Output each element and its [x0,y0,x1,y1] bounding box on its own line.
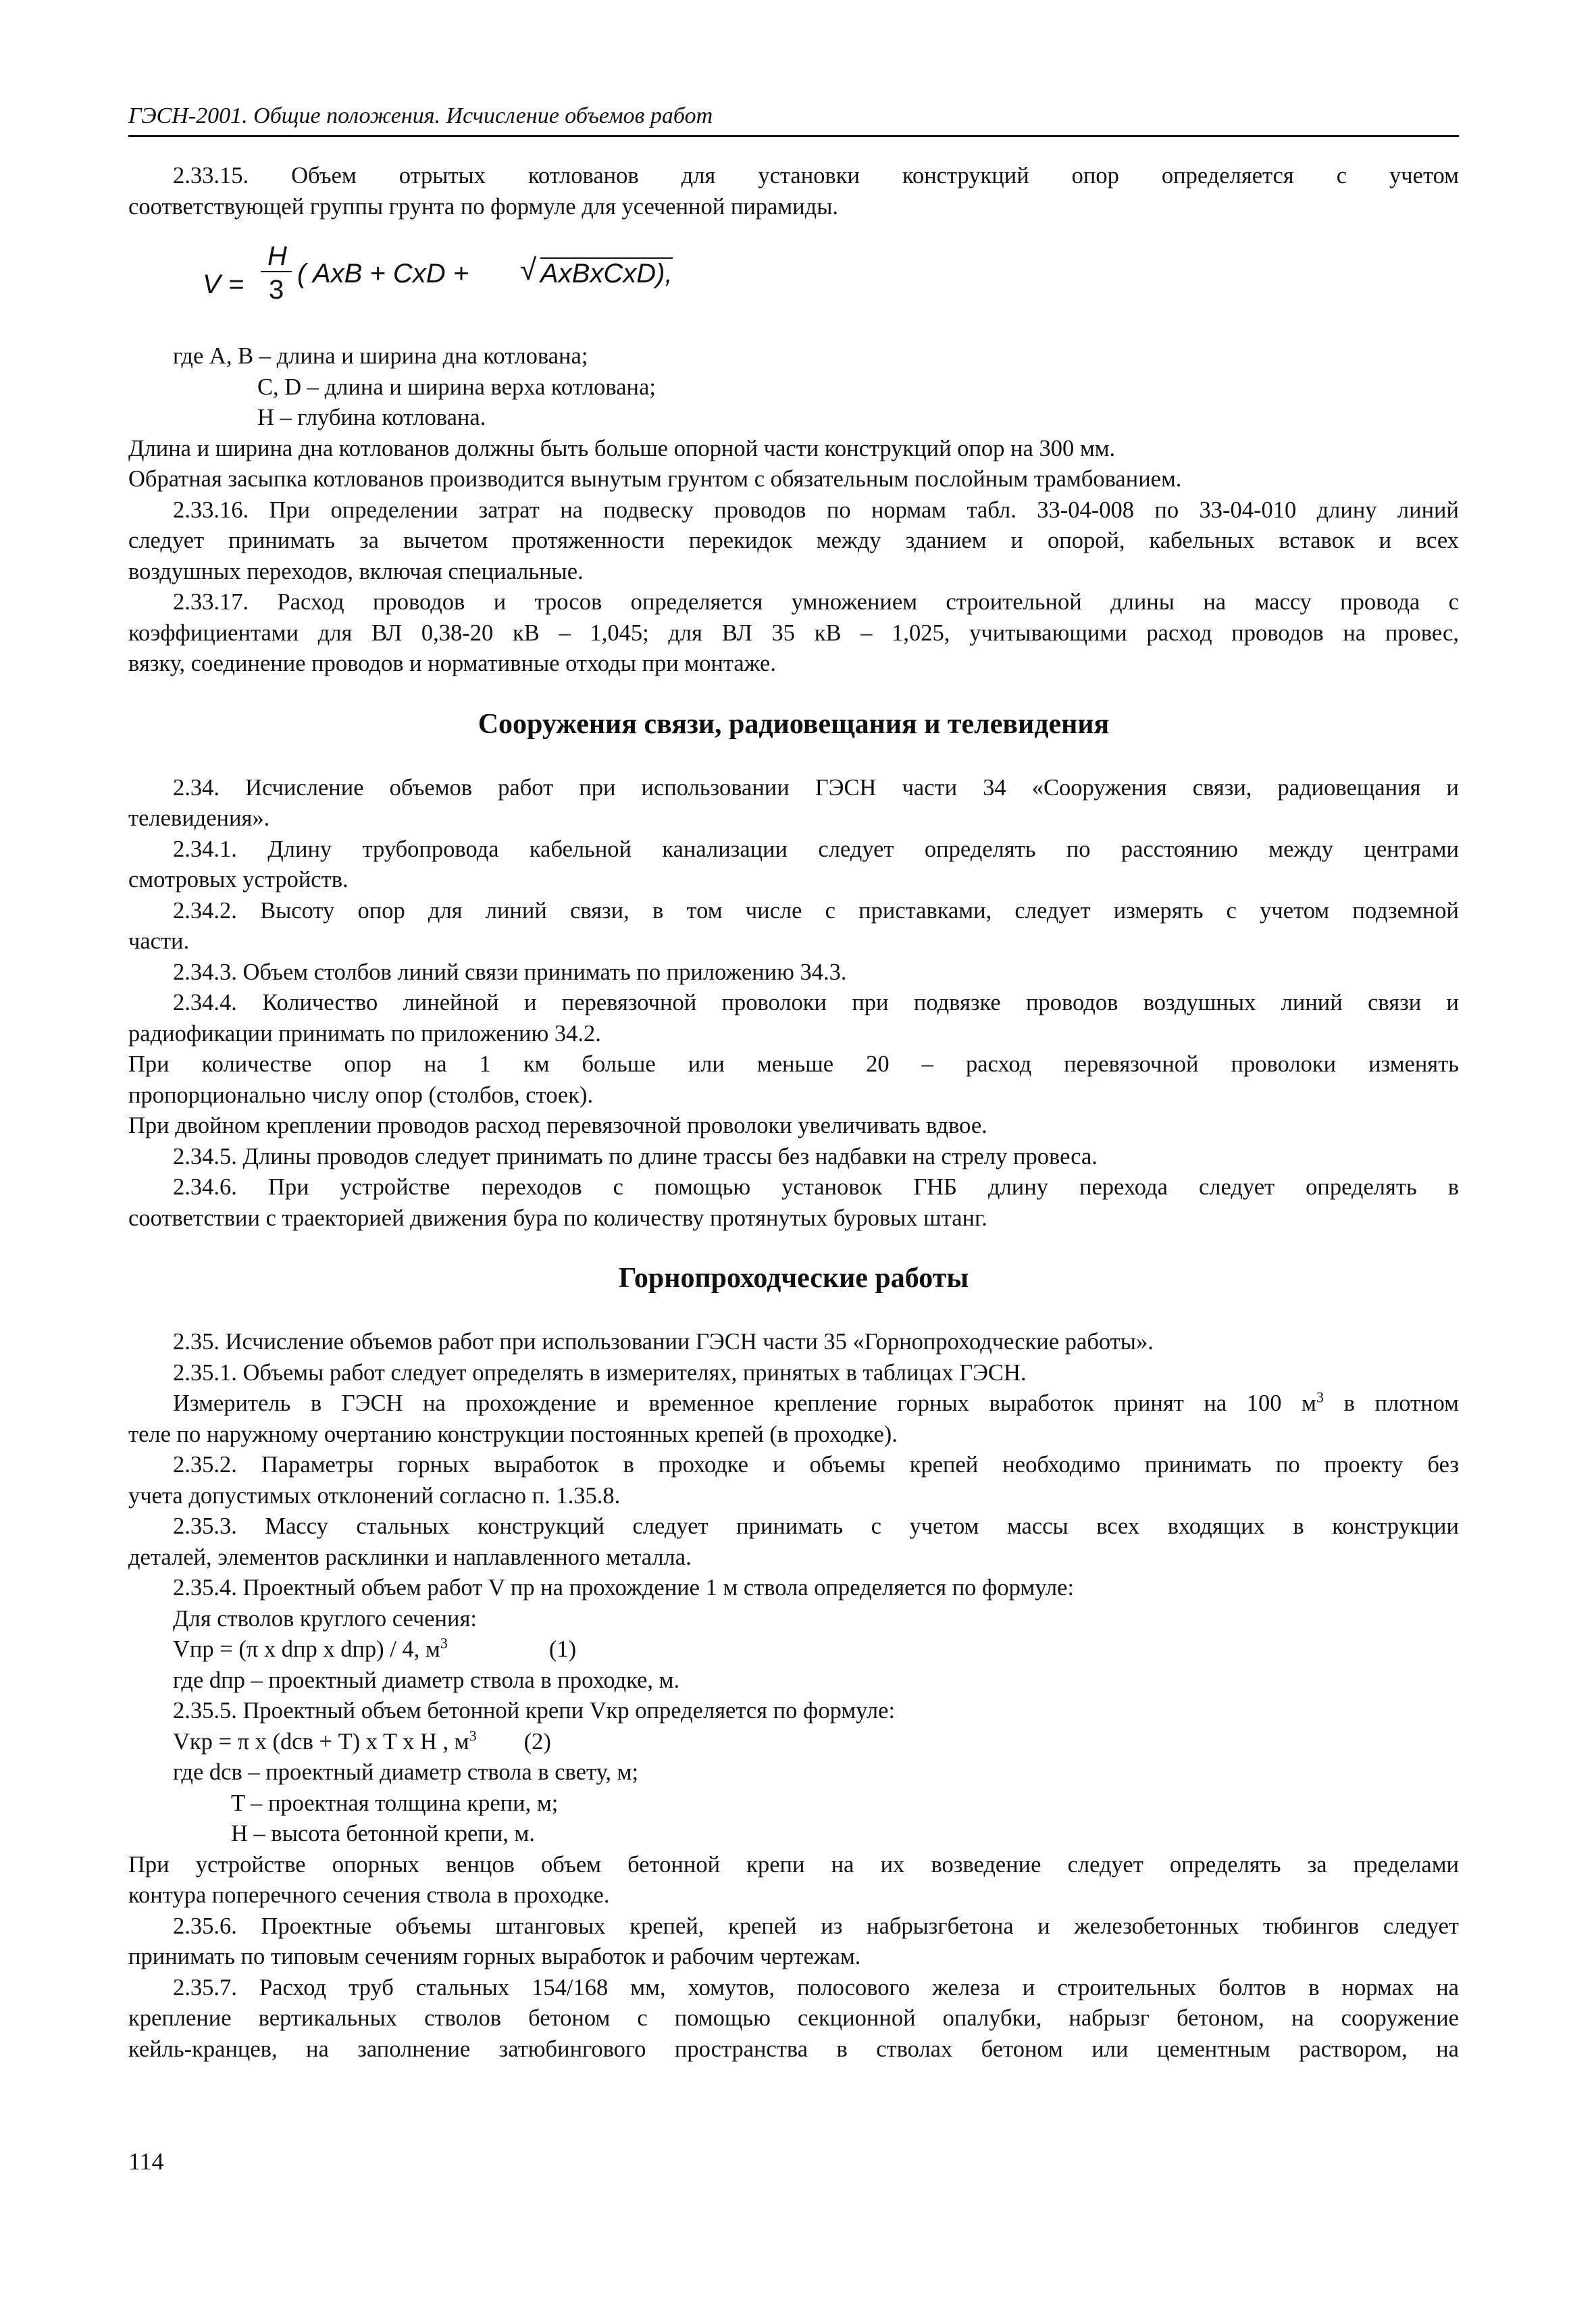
definition-line: H – высота бетонной крепи, м. [231,1821,535,1846]
paragraph-line: 2.35.6. Проектные объемы штанговых крепей, крепей из набрызгбетона и железобетонных тюбингов следует [173,1913,1459,1939]
formula-number: (2) [523,1728,551,1755]
text-run: Измеритель в ГЭСН на прохождение и временное крепление горных выработок принят на 100 м [173,1390,1317,1416]
paragraph-line: 2.34.1. Длину трубопровода кабельной канализации следует определять по расстоянию между центрами [173,836,1459,862]
paragraph-line [173,1388,1459,1419]
paragraph-line: кейль-кранцев, на заполнение затюбингового пространства в стволах бетоном или цементным раствором, на [128,2036,1459,2062]
paragraph-line: 2.35.1. Объемы работ следует определять в измерителях, принятых в таблицах ГЭСН. [173,1359,1027,1386]
formula-lhs: V = [203,270,244,299]
paragraph-line: 2.33.17. Расход проводов и тросов определяется умножением строительной длины на массу провода с [173,589,1459,615]
paragraph-line: учета допустимых отклонений согласно п. 1.35.8. [128,1482,621,1509]
paragraph-line: соответствии с траекторией движения бура по количеству протянутых буровых штанг. [128,1205,987,1231]
definition-line: T – проектная толщина крепи, м; [231,1790,559,1816]
formula-body: ( AxB + CxD + [297,259,469,288]
superscript: 3 [440,1634,448,1652]
formula-denominator: 3 [269,275,284,305]
formula-text: Vпр = (π x dпр x dпр) / 4, м [173,1636,440,1662]
formula-text: Vкр = π x (dсв + T) x T x H , м [173,1728,469,1755]
paragraph-line: телевидения». [128,805,270,831]
running-header: ГЭСН-2001. Общие положения. Исчисление объемов работ [128,101,1459,137]
text-run: в плотном [1324,1390,1459,1416]
definition-line: где A, B – длина и ширина дна котлована; [173,343,588,369]
paragraph-line: 2.34.6. При устройстве переходов с помощью установок ГНБ длину перехода следует определять в [173,1174,1459,1200]
definition-line: C, D – длина и ширина верха котлована; [257,374,656,400]
superscript: 3 [469,1727,477,1744]
paragraph-line: 2.35.2. Параметры горных выработок в проходке и объемы крепей необходимо принимать по проекту без [173,1452,1459,1478]
formula-2 [173,1727,1459,1758]
paragraph-line: 2.34.3. Объем столбов линий связи принимать по приложению 34.3. [173,959,847,985]
paragraph-line: 2.33.15. Объем отрытых котлованов для установки конструкций опор определяется с учетом [173,163,1459,188]
paragraph-line: При количестве опор на 1 км больше или меньше 20 – расход перевязочной проволоки изменять [128,1051,1459,1077]
paragraph-line: 2.35.5. Проектный объем бетонной крепи Vкр определяется по формуле: [173,1698,896,1724]
sqrt-symbol: √ [520,253,537,286]
section-heading: Сооружения связи, радиовещания и телевидения [478,708,1110,740]
paragraph-line: Для стволов круглого сечения: [173,1605,477,1632]
paragraph-line: 2.35. Исчисление объемов работ при использовании ГЭСН части 35 «Горнопроходческие работы». [173,1329,1154,1355]
formula-pyramid-volume [173,232,1459,326]
paragraph-line: контура поперечного сечения ствола в проходке. [128,1882,610,1908]
formula-radicand: AxBxCxD), [540,259,673,288]
formula-1 [173,1634,1459,1665]
paragraph-line: соответствующей группы грунта по формуле для усеченной пирамиды. [128,193,839,220]
paragraph-line: коэффициентами для ВЛ 0,38-20 кВ – 1,045; для ВЛ 35 кВ – 1,025, учитывающими расход проводов на провес, [128,620,1459,646]
paragraph-line: воздушных переходов, включая специальные. [128,558,584,584]
paragraph-line: пропорционально числу опор (столбов, стоек). [128,1082,594,1108]
definition-line: где dпр – проектный диаметр ствола в проходке, м. [173,1667,680,1693]
paragraph-line: Обратная засыпка котлованов производится вынутым грунтом с обязательным послойным трамбованием. [128,466,1182,492]
formula-number: (1) [548,1636,577,1662]
paragraph-line: деталей, элементов расклинки и наплавленного металла. [128,1544,692,1570]
page-number: 114 [128,2148,164,2175]
definition-line: где dсв – проектный диаметр ствола в свету, м; [173,1759,639,1785]
paragraph-line: крепление вертикальных стволов бетоном с помощью секционной опалубки, набрызг бетоном, на сооружение [128,2005,1459,2031]
section-heading: Горнопроходческие работы [618,1263,969,1294]
paragraph-line: 2.35.3. Массу стальных конструкций следует принимать с учетом массы всех входящих в конструкции [173,1513,1459,1539]
paragraph-line: Длина и ширина дна котлованов должны быть больше опорной части конструкций опор на 300 мм. [128,435,1116,461]
paragraph-line: принимать по типовым сечениям горных выработок и рабочим чертежам. [128,1944,861,1969]
page-content [128,161,1459,2065]
fraction-bar [261,271,292,272]
paragraph-line: 2.34. Исчисление объемов работ при использовании ГЭСН части 34 «Сооружения связи, радиовещания и [173,774,1459,801]
paragraph-line: следует принимать за вычетом протяженности перекидок между зданием и опорой, кабельных вставок и всех [128,528,1459,553]
paragraph-line: 2.34.4. Количество линейной и перевязочной проволоки при подвязке проводов воздушных линий связи и [173,990,1459,1015]
paragraph-line: части. [128,928,190,954]
paragraph-line: 2.33.16. При определении затрат на подвеску проводов по нормам табл. 33-04-008 по 33-04-010 длину линий [173,497,1459,523]
paragraph-line: 2.34.2. Высоту опор для линий связи, в том числе с приставками, следует измерять с учетом подземной [173,897,1459,924]
formula-numerator: H [267,241,287,271]
paragraph-line: вязку, соединение проводов и нормативные отходы при монтаже. [128,651,776,676]
paragraph-line: радиофикации принимать по приложению 34.2. [128,1020,601,1047]
definition-line: H – глубина котлована. [257,405,486,430]
paragraph-line: При устройстве опорных венцов объем бетонной крепи на их возведение следует определять за пределами [128,1851,1459,1878]
paragraph-line: смотровых устройств. [128,867,349,892]
paragraph-line: теле по наружному очертанию конструкции постоянных крепей (в проходке). [128,1421,898,1447]
paragraph-line: При двойном креплении проводов расход перевязочной проволоки увеличивать вдвое. [128,1113,987,1138]
paragraph-line: 2.35.4. Проектный объем работ V пр на прохождение 1 м ствола определяется по формуле: [173,1575,1075,1601]
superscript: 3 [1316,1388,1324,1406]
paragraph-line: 2.35.7. Расход труб стальных 154/168 мм, хомутов, полосового железа и строительных болтов в нормах на [173,1974,1459,2001]
paragraph-line: 2.34.5. Длины проводов следует принимать по длине трассы без надбавки на стрелу провеса. [173,1143,1098,1169]
